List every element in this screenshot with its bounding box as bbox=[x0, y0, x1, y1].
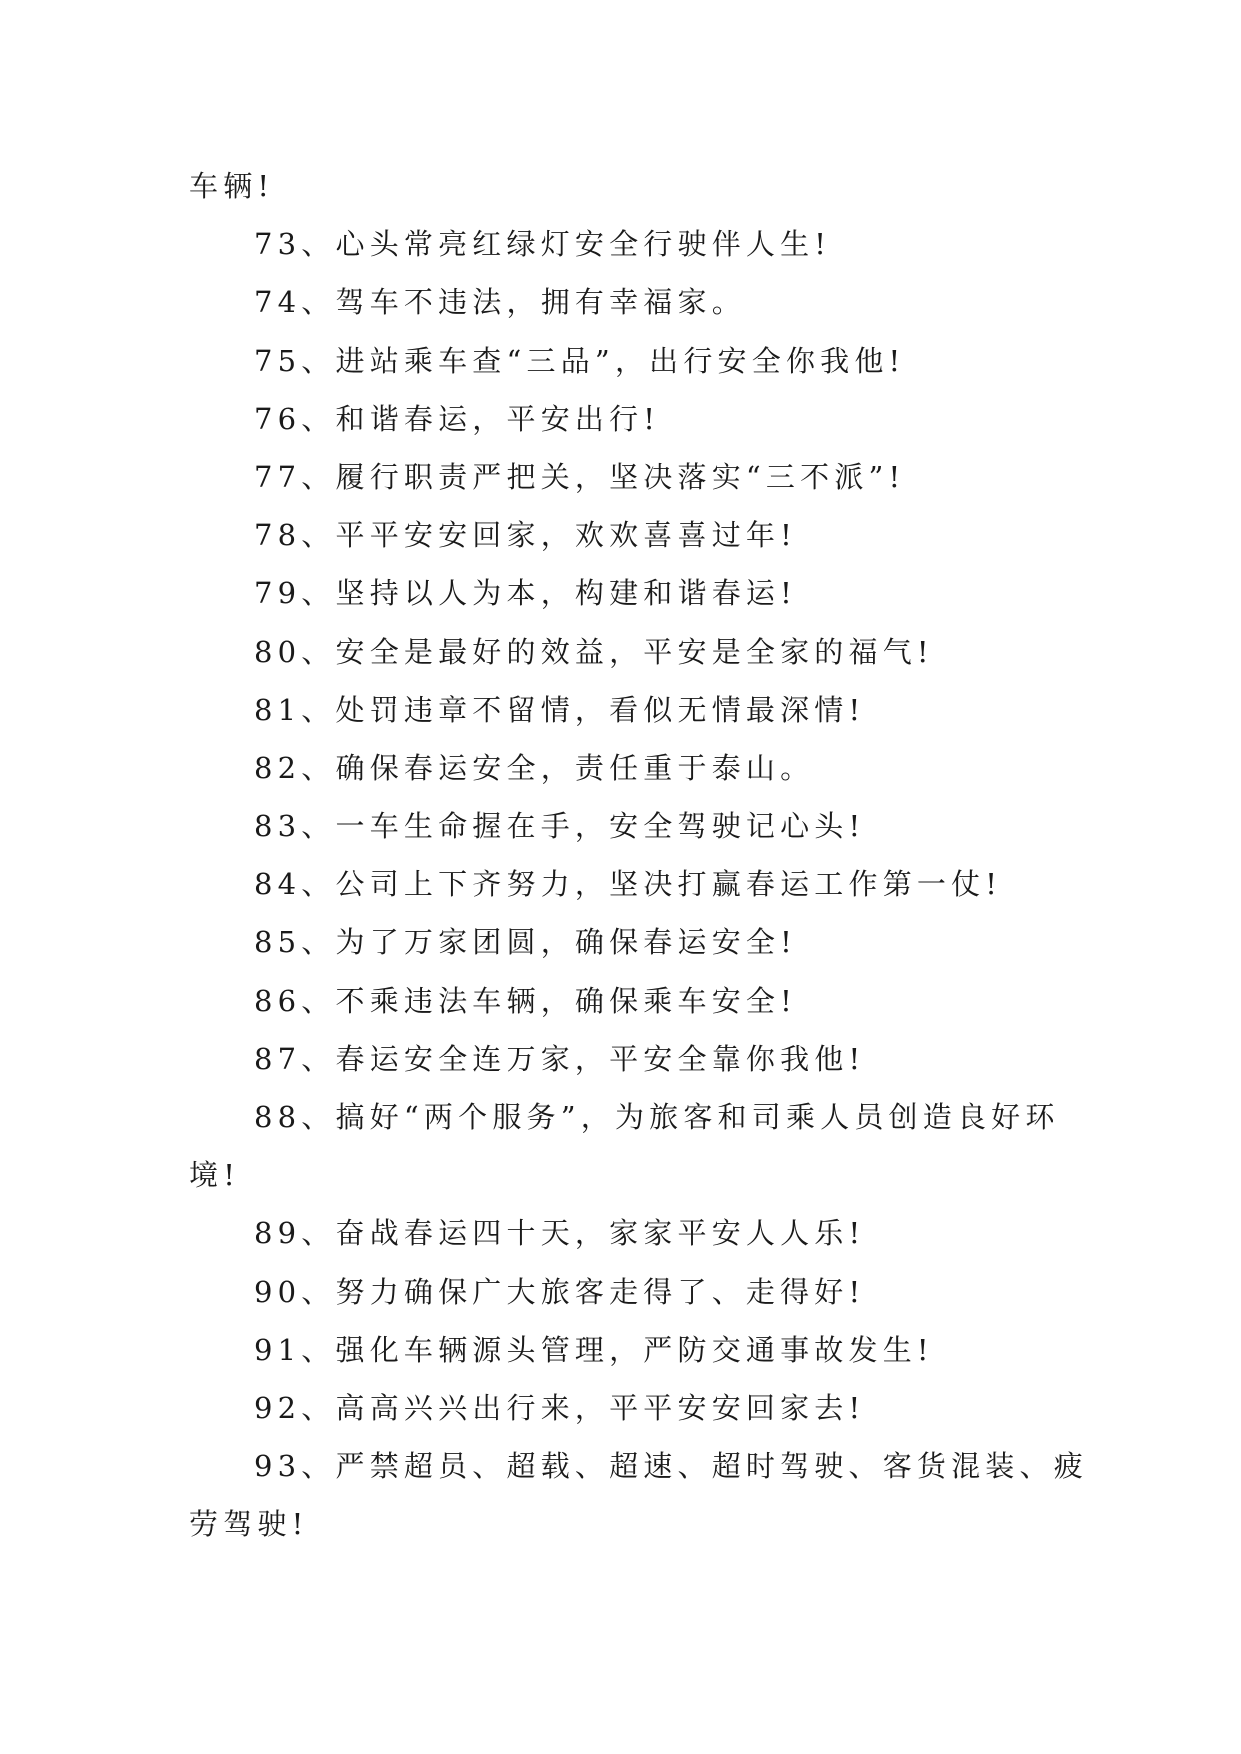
text-line: 82、确保春运安全，责任重于泰山。 bbox=[254, 750, 815, 785]
document-body bbox=[189, 157, 1088, 1554]
text-line: 79、坚持以人为本，构建和谐春运! bbox=[254, 576, 797, 611]
text-line: 境! bbox=[189, 1158, 241, 1193]
text-line: 76、和谐春运，平安出行! bbox=[254, 401, 661, 436]
text-line: 73、心头常亮红绿灯安全行驶伴人生! bbox=[254, 227, 832, 262]
text-line: 车辆! bbox=[189, 169, 275, 203]
text-line: 劳驾驶! bbox=[189, 1507, 309, 1542]
text-line: 93、严禁超员、超载、超速、超时驾驶、客货混装、疲 bbox=[254, 1449, 1088, 1484]
text-line: 87、春运安全连万家，平安全靠你我他! bbox=[254, 1041, 866, 1076]
text-line: 81、处罚违章不留情，看似无情最深情! bbox=[254, 692, 866, 727]
text-line: 90、努力确保广大旅客走得了、走得好! bbox=[254, 1274, 866, 1309]
text-line: 75、进站乘车查“三品”，出行安全你我他! bbox=[254, 343, 906, 378]
text-line: 74、驾车不违法，拥有幸福家。 bbox=[254, 285, 746, 320]
text-line: 83、一车生命握在手，安全驾驶记心头! bbox=[254, 809, 866, 844]
text-line: 88、搞好“两个服务”，为旅客和司乘人员创造良好环 bbox=[254, 1100, 1060, 1134]
text-line: 80、安全是最好的效益，平安是全家的福气! bbox=[254, 634, 934, 669]
text-line: 85、为了万家团圆，确保春运安全! bbox=[254, 925, 797, 960]
text-line: 91、强化车辆源头管理，严防交通事故发生! bbox=[254, 1332, 934, 1367]
text-line: 84、公司上下齐努力，坚决打赢春运工作第一仗! bbox=[254, 867, 1003, 902]
text-line: 78、平平安安回家，欢欢喜喜过年! bbox=[254, 518, 797, 553]
text-line: 92、高高兴兴出行来，平平安安回家去! bbox=[254, 1390, 866, 1425]
text-line: 77、履行职责严把关，坚决落实“三不派”! bbox=[254, 459, 906, 494]
text-line: 89、奋战春运四十天，家家平安人人乐! bbox=[254, 1216, 866, 1251]
text-line: 86、不乘违法车辆，确保乘车安全! bbox=[254, 983, 797, 1018]
